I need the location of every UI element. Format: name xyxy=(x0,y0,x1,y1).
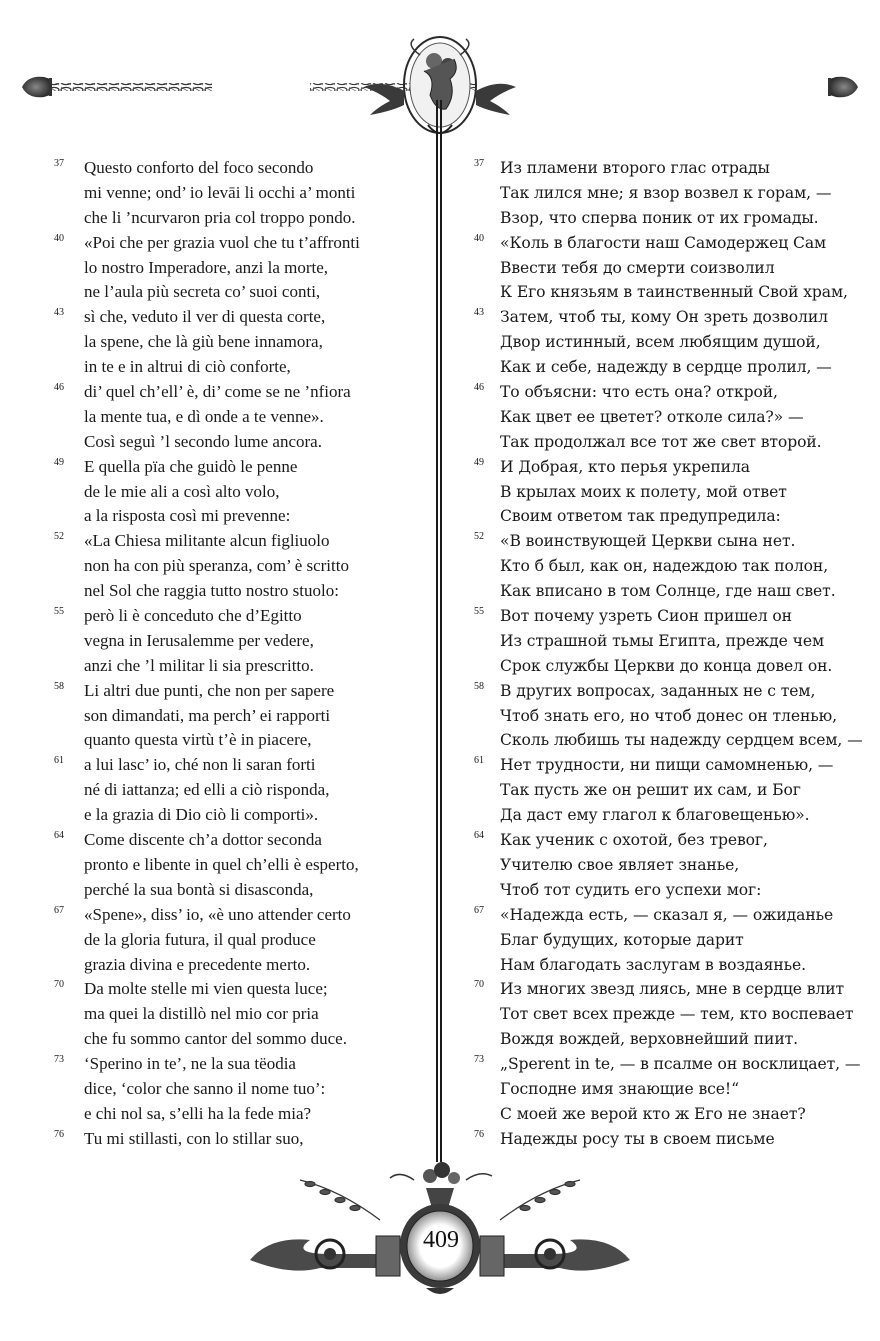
verse-line xyxy=(470,853,840,878)
verse-number: 46 xyxy=(54,382,64,394)
verse-text: Господне имя знающие все!“ xyxy=(500,1079,739,1098)
finial-left-icon xyxy=(22,77,52,98)
verse-line xyxy=(470,181,840,206)
verse-line xyxy=(54,928,424,953)
footer-ornament xyxy=(230,1150,650,1300)
verse-line xyxy=(54,679,424,704)
verse-number: 49 xyxy=(474,456,484,468)
verse-text: Нет трудности, ни пищи самомненью, — xyxy=(500,756,834,775)
verse-line xyxy=(54,206,424,231)
verse-line xyxy=(54,181,424,206)
verse-line xyxy=(54,480,424,505)
verse-text: Чтоб тот судить его успехи мог: xyxy=(500,880,762,899)
verse-line xyxy=(54,704,424,729)
verse-text: Ввести тебя до смерти соизволил xyxy=(500,258,775,277)
verse-text: Двор истинный, всем любящим душой, xyxy=(500,333,821,352)
verse-line xyxy=(54,1127,424,1152)
verse-text: Кто б был, как он, надеждою так полон, xyxy=(500,557,829,576)
verse-text: lo nostro Imperadore, anzi la morte, xyxy=(84,257,329,277)
verse-line xyxy=(470,679,840,704)
verse-line xyxy=(54,953,424,978)
verse-number: 43 xyxy=(54,307,64,319)
verse-text: Как ученик с охотой, без тревог, xyxy=(500,831,768,850)
verse-number: 76 xyxy=(54,1128,64,1140)
verse-line xyxy=(470,1027,840,1052)
verse-text: né di iattanza; ed elli a ciò risponda, xyxy=(84,780,330,800)
verse-text: che li ’ncurvaron pria col troppo pondo. xyxy=(84,207,356,227)
verse-text: Затем, чтоб ты, кому Он зреть дозволил xyxy=(500,308,828,327)
verse-text: Вождя вождей, верховнейший пиит. xyxy=(500,1030,799,1049)
verse-line xyxy=(470,579,840,604)
verse-text: vegna in Ierusalemme per vedere, xyxy=(84,630,314,650)
finial-right-icon xyxy=(828,77,858,98)
russian-text-column xyxy=(470,156,863,1152)
verse-number: 46 xyxy=(474,382,484,394)
verse-number: 37 xyxy=(54,158,64,169)
panel-left-icon xyxy=(376,1236,400,1276)
verse-number: 58 xyxy=(54,680,64,692)
verse-text: a lui lasc’ io, ché non li saran forti xyxy=(84,755,316,775)
verse-line xyxy=(470,380,840,405)
verse-line xyxy=(470,629,840,654)
verse-number: 43 xyxy=(474,307,484,319)
verse-line xyxy=(470,1002,854,1027)
verse-line xyxy=(54,903,424,928)
verse-text: «Коль в благости наш Самодержец Сам xyxy=(500,233,827,252)
verse-text: de la gloria futura, il qual produce xyxy=(84,929,316,949)
italian-text-column xyxy=(54,156,424,1152)
verse-line xyxy=(470,728,863,753)
verse-text: Questo conforto del foco secondo xyxy=(84,158,314,177)
verse-text: «Spene», diss’ io, «è uno attender certo xyxy=(84,904,351,924)
column-divider xyxy=(436,100,442,1162)
verse-line xyxy=(54,728,424,753)
verse-line xyxy=(470,554,840,579)
verse-line xyxy=(470,529,840,554)
verse-text: То объясни: что есть она? открой, xyxy=(500,383,778,402)
verse-line xyxy=(54,778,424,803)
verse-line xyxy=(54,156,424,181)
verse-text: mi venne; ond’ io levāi li occhi a’ monti xyxy=(84,182,356,202)
verse-text: son dimandati, ma perch’ ei rapporti xyxy=(84,705,331,725)
verse-line xyxy=(54,280,424,305)
verse-line xyxy=(54,579,424,604)
verse-text: «Надежда есть, — сказал я, — ожиданье xyxy=(500,905,834,924)
verse-line xyxy=(470,878,840,903)
verse-text: Come discente ch’a dottor seconda xyxy=(84,830,322,850)
verse-line xyxy=(470,953,840,978)
verse-line xyxy=(470,1127,840,1152)
verse-line xyxy=(54,1027,424,1052)
scroll-left-icon xyxy=(250,1239,390,1270)
verse-text: dice, ‘color che sanno il nome tuo’: xyxy=(84,1078,326,1098)
verse-text: Вот почему узреть Сион пришел он xyxy=(500,607,792,626)
verse-line xyxy=(54,529,424,554)
verse-line xyxy=(54,355,424,380)
verse-line xyxy=(54,380,424,405)
verse-text: Чтоб знать его, но чтоб донес он тленью, xyxy=(500,706,838,725)
verse-text: grazia divina e precedente merto. xyxy=(84,954,311,974)
verse-line xyxy=(54,430,424,455)
verse-text: in te e in altrui di ciò conforte, xyxy=(84,357,291,377)
verse-text: Так пусть же он решит их сам, и Бог xyxy=(500,781,801,800)
verse-line xyxy=(470,704,840,729)
verse-text: Нам благодать заслугам в воздаянье. xyxy=(500,955,806,974)
verse-line xyxy=(470,903,840,928)
verse-number: 37 xyxy=(474,158,484,169)
divider-line-left xyxy=(436,100,438,1162)
verse-text: però li è conceduto che d’Egitto xyxy=(84,606,302,626)
foliage-left-icon xyxy=(300,1180,380,1220)
verse-text: В других вопросах, заданных не с тем, xyxy=(500,681,816,700)
verse-number: 58 xyxy=(474,680,484,692)
verse-text: Благ будущих, которые дарит xyxy=(500,930,744,949)
verse-line xyxy=(54,305,424,330)
verse-text: С моей же верой кто ж Его не знает? xyxy=(500,1104,806,1123)
verse-line xyxy=(470,654,840,679)
verse-text: И Добрая, кто перья укрепила xyxy=(500,457,750,476)
verse-line xyxy=(470,156,840,181)
verse-number: 73 xyxy=(54,1054,64,1066)
verse-line xyxy=(54,1077,424,1102)
verse-line xyxy=(54,330,424,355)
verse-text: В крылах моих к полету, мой ответ xyxy=(500,482,787,501)
verse-text: Как вписано в том Солнце, где наш свет. xyxy=(500,582,836,601)
verse-line xyxy=(470,778,840,803)
verse-line xyxy=(54,256,424,281)
verse-line xyxy=(470,355,840,380)
verse-text: Из страшной тьмы Египта, прежде чем xyxy=(500,631,825,650)
verse-number: 49 xyxy=(54,456,64,468)
verse-text: Учителю свое являет знанье, xyxy=(500,855,740,874)
verse-line xyxy=(54,977,424,1002)
verse-text: la spene, che là giù bene innamora, xyxy=(84,332,323,352)
verse-text: Tu mi stillasti, con lo stillar suo, xyxy=(84,1128,304,1148)
verse-text: Взор, что сперва поник от их громады. xyxy=(500,208,819,227)
verse-text: Так лился мне; я взор возвел к горам, — xyxy=(500,183,832,202)
verse-line xyxy=(470,455,840,480)
verse-number: 55 xyxy=(54,606,64,618)
braid-left-inner xyxy=(52,83,212,91)
verse-text: quanto questa virtù t’è in piacere, xyxy=(84,730,312,750)
verse-line xyxy=(470,330,840,355)
flower-basket-icon xyxy=(390,1162,492,1208)
verse-text: perché la sua bontà si disasconda, xyxy=(84,879,314,899)
verse-text: nel Sol che raggia tutto nostro stuolo: xyxy=(84,581,339,601)
verse-number: 64 xyxy=(54,830,64,842)
verse-line xyxy=(470,430,840,455)
verse-line xyxy=(470,1052,861,1077)
verse-number: 67 xyxy=(54,904,64,916)
verse-number: 52 xyxy=(474,531,484,543)
verse-number: 52 xyxy=(54,531,64,543)
verse-line xyxy=(54,803,424,828)
verse-number: 64 xyxy=(474,830,484,842)
verse-text: «La Chiesa militante alcun figliuolo xyxy=(84,531,330,551)
verse-text: Своим ответом так предупредила: xyxy=(500,507,781,526)
verse-text: Да даст ему глагол к благовещенью». xyxy=(500,806,810,825)
verse-line xyxy=(54,405,424,430)
verse-line xyxy=(54,1052,424,1077)
verse-text: anzi che ’l militar li sia prescritto. xyxy=(84,655,314,675)
verse-text: Срок службы Церкви до конца довел он. xyxy=(500,656,833,675)
verse-number: 67 xyxy=(474,904,484,916)
verse-line xyxy=(470,480,840,505)
verse-line xyxy=(470,405,840,430)
divider-line-right xyxy=(440,100,442,1162)
page-number: 409 xyxy=(423,1227,459,1253)
verse-line xyxy=(54,604,424,629)
verse-text: Da molte stelle mi vien questa luce; xyxy=(84,979,328,999)
verse-line xyxy=(54,878,424,903)
verse-text: pronto e libente in quel ch’elli è esperto, xyxy=(84,854,359,874)
verse-line xyxy=(54,231,424,256)
verse-number: 40 xyxy=(54,232,64,244)
verse-line xyxy=(470,504,840,529)
verse-line xyxy=(470,280,848,305)
verse-line xyxy=(54,1102,424,1127)
verse-text: Тот свет всех прежде — тем, кто воспевает xyxy=(500,1005,854,1024)
verse-text: «Poi che per grazia vuol che tu t’affronti xyxy=(84,232,360,252)
verse-number: 61 xyxy=(54,755,64,767)
verse-number: 70 xyxy=(54,979,64,991)
verse-text: di’ quel ch’ell’ è, di’ come se ne ’nfiora xyxy=(84,382,351,402)
scroll-right-icon xyxy=(490,1239,630,1270)
verse-text: e chi nol sa, s’elli ha la fede mia? xyxy=(84,1103,312,1123)
verse-line xyxy=(470,828,840,853)
verse-text: Из пламени второго глас отрады xyxy=(500,159,770,177)
verse-text: Так продолжал все тот же свет второй. xyxy=(500,432,822,451)
verse-number: 61 xyxy=(474,755,484,767)
verse-text: Così seguì ’l secondo lume ancora. xyxy=(84,431,322,451)
verse-line xyxy=(470,928,840,953)
verse-line xyxy=(54,504,424,529)
verse-line xyxy=(470,753,840,778)
panel-right-icon xyxy=(480,1236,504,1276)
verse-text: E quella pïa che guidò le penne xyxy=(84,456,298,476)
verse-text: a la risposta così mi prevenne: xyxy=(84,506,291,526)
verse-number: 73 xyxy=(474,1054,484,1066)
verse-line xyxy=(54,455,424,480)
verse-line xyxy=(470,1102,840,1127)
verse-text: Li altri due punti, che non per sapere xyxy=(84,680,335,700)
verse-text: e la grazia di Dio ciò li comporti». xyxy=(84,805,319,825)
verse-line xyxy=(470,305,840,330)
verse-text: la mente tua, e dì onde a te venne». xyxy=(84,406,324,426)
verse-text: ‘Sperino in te’, ne la sua tëodia xyxy=(84,1054,296,1074)
verse-line xyxy=(54,629,424,654)
verse-text: che fu sommo cantor del sommo duce. xyxy=(84,1029,347,1049)
verse-line xyxy=(54,1002,424,1027)
verse-line xyxy=(470,256,840,281)
verse-text: non ha con più speranza, com’ è scritto xyxy=(84,556,349,576)
verse-line xyxy=(470,803,840,828)
verse-line xyxy=(470,604,840,629)
foliage-right-icon xyxy=(500,1180,580,1220)
verse-text: ma quei la distillò nel mio cor pria xyxy=(84,1004,319,1024)
verse-line xyxy=(470,231,840,256)
verse-number: 70 xyxy=(474,979,484,991)
verse-line xyxy=(470,206,840,231)
verse-number: 55 xyxy=(474,606,484,618)
verse-line xyxy=(470,1077,840,1102)
verse-text: ne l’aula più secreta co’ suoi conti, xyxy=(84,282,321,302)
verse-line xyxy=(54,753,424,778)
verse-number: 40 xyxy=(474,232,484,244)
verse-text: de le mie ali a così alto volo, xyxy=(84,481,280,501)
verse-text: „Sperent in te, — в псалме он восклицает, — xyxy=(500,1055,861,1074)
verse-line xyxy=(54,853,424,878)
verse-text: sì che, veduto il ver di questa corte, xyxy=(84,307,326,327)
verse-text: К Его князьям в таинственный Свой храм, xyxy=(500,283,848,302)
verse-line xyxy=(54,554,424,579)
verse-line xyxy=(54,828,424,853)
verse-text: Надежды росу ты в своем письме xyxy=(500,1129,775,1148)
verse-number: 76 xyxy=(474,1128,484,1140)
verse-text: Сколь любишь ты надежду сердцем всем, — xyxy=(500,731,863,750)
verse-line xyxy=(54,654,424,679)
verse-text: Из многих звезд лиясь, мне в сердце влит xyxy=(500,980,845,999)
verse-text: Как цвет ее цветет? отколе сила?» — xyxy=(500,407,804,426)
verse-text: Как и себе, надежду в сердце пролил, — xyxy=(500,358,832,377)
verse-line xyxy=(470,977,845,1002)
verse-text: «В воинствующей Церкви сына нет. xyxy=(500,532,796,551)
